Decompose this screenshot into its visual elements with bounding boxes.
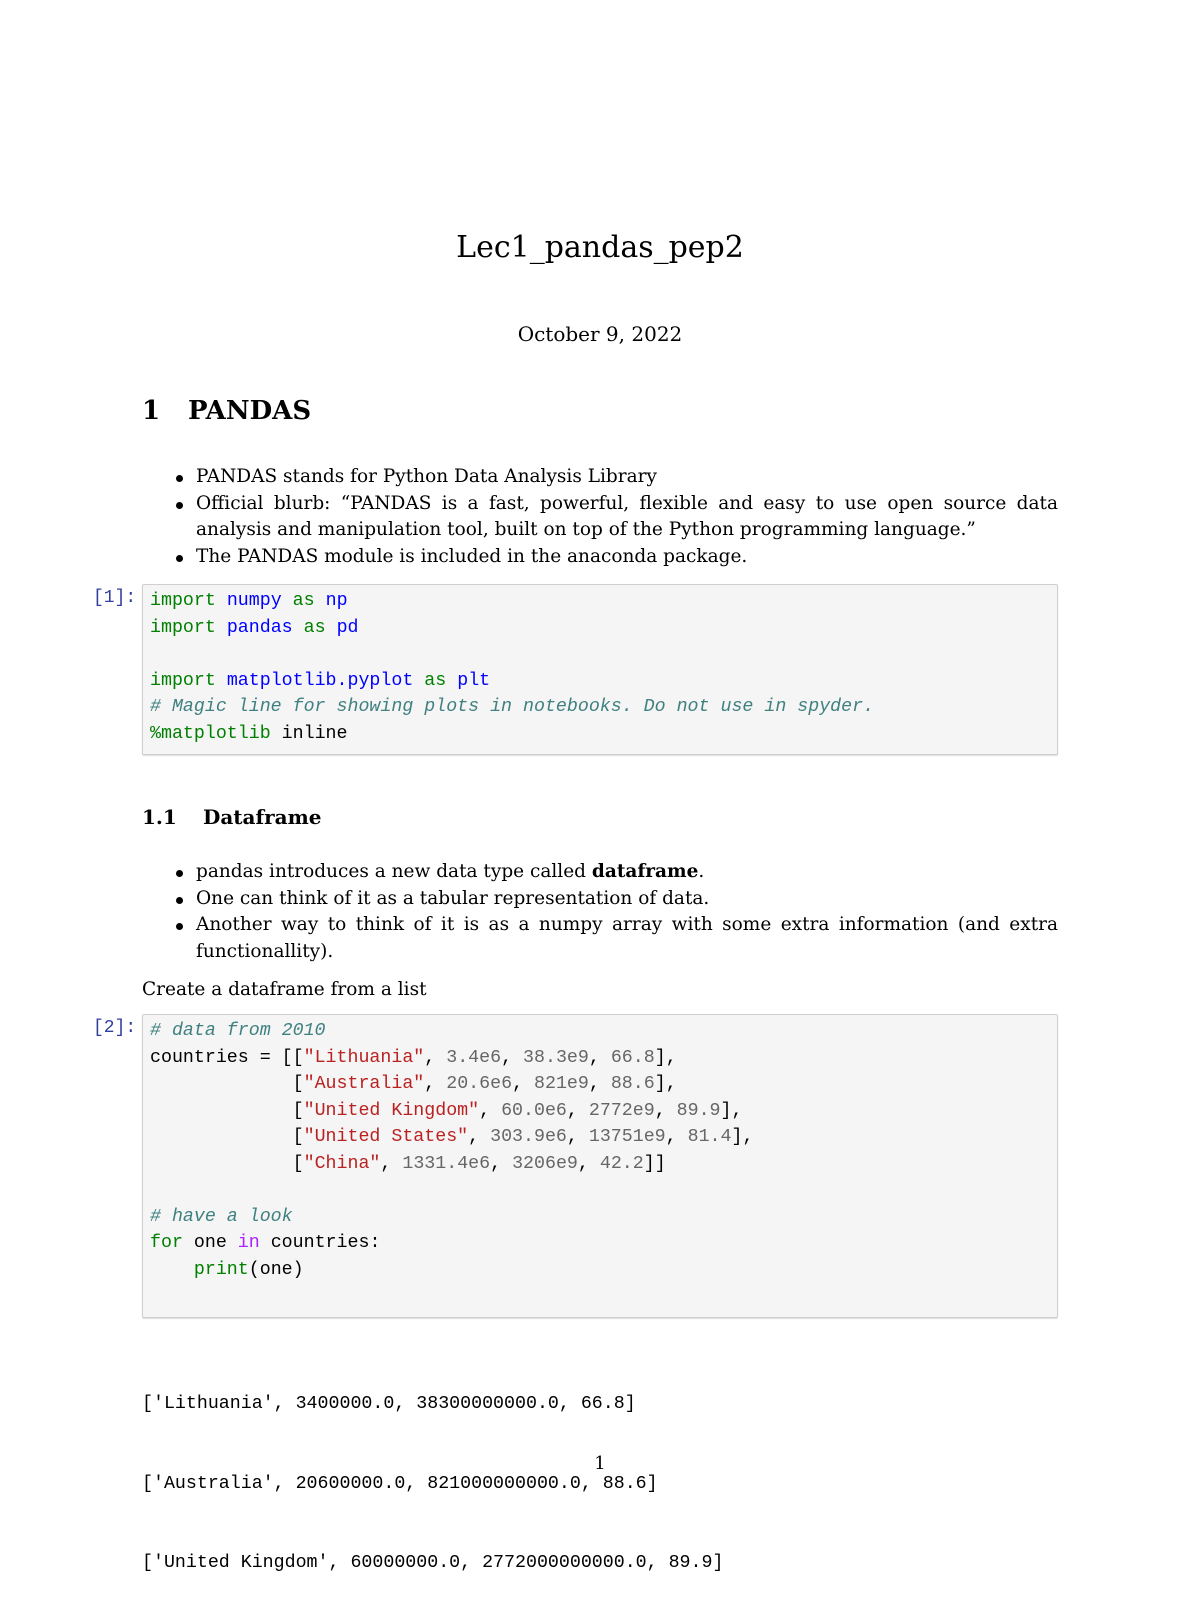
code-token: [293, 618, 304, 638]
code-token: 20.6e6: [446, 1074, 513, 1094]
code-token: in: [237, 1233, 260, 1253]
code-token: pandas: [226, 617, 293, 638]
code-token: ,: [577, 1153, 600, 1174]
code-cell-2[interactable]: [142, 1014, 1058, 1318]
code-line: [150, 641, 1057, 668]
list-item: [142, 859, 1058, 886]
code-token: [315, 591, 326, 611]
code-token: ,: [566, 1100, 589, 1121]
section-number: 1: [142, 396, 161, 426]
code-line: [150, 1098, 1057, 1125]
code-token: ,: [424, 1047, 447, 1068]
code-token: [413, 671, 424, 691]
code-token: 2772e9: [588, 1100, 655, 1121]
section-heading-pandas: [142, 396, 311, 426]
code-token: np: [325, 591, 348, 611]
code-line: [150, 615, 1057, 642]
code-token: as: [303, 617, 326, 638]
code-token: [216, 671, 227, 691]
code-token: ,: [512, 1074, 535, 1094]
code-token: ,: [566, 1127, 589, 1147]
code-token: as: [424, 670, 447, 691]
subsection-number: 1.1: [142, 805, 177, 829]
code-line: [150, 721, 1057, 748]
code-token: ,: [588, 1074, 611, 1094]
code-token: inline: [270, 723, 348, 744]
code-token: import: [150, 591, 216, 611]
code-token: 1331.4e6: [402, 1153, 491, 1174]
code-token: "United Kingdom": [303, 1100, 480, 1121]
code-token: ,: [654, 1100, 677, 1121]
code-line: [150, 1018, 1057, 1045]
output-line: ['United Kingdom', 60000000.0, 2772000000000.0, 89.9]: [142, 1553, 724, 1573]
code-line: [150, 1230, 1057, 1257]
code-line: [150, 694, 1057, 721]
code-token: plt: [457, 670, 491, 691]
code-line: [150, 668, 1057, 695]
code-token: "Australia": [303, 1074, 425, 1094]
code-token: # Magic line for showing plots in notebooks. Do not use in spyder.: [150, 697, 875, 717]
code-token: "United States": [303, 1127, 469, 1147]
code-token: 3206e9: [512, 1153, 578, 1174]
code-token: as: [292, 591, 315, 611]
code-token: 89.9: [676, 1100, 721, 1121]
code-line: [150, 1124, 1057, 1151]
document-date: October 9, 2022: [517, 322, 683, 346]
code-token: ,: [665, 1127, 688, 1147]
code-line: [150, 1151, 1057, 1178]
code-token: 81.4: [687, 1127, 732, 1147]
code-token: [: [150, 1100, 304, 1121]
code-block: [143, 585, 1057, 747]
code-line: [150, 1071, 1057, 1098]
code-token: ],: [731, 1127, 754, 1147]
code-token: 66.8: [610, 1047, 655, 1068]
code-token: 88.6: [610, 1074, 655, 1094]
code-token: ,: [380, 1153, 403, 1174]
code-block: [143, 1015, 1057, 1310]
cell-prompt: [1]:: [93, 588, 137, 608]
code-token: matplotlib.pyplot: [226, 670, 414, 691]
code-token: numpy: [226, 591, 282, 611]
code-token: # data from 2010: [150, 1021, 326, 1041]
code-token: ,: [490, 1153, 513, 1174]
code-token: [: [150, 1127, 304, 1147]
code-line: [150, 1257, 1057, 1284]
code-token: import: [150, 670, 216, 691]
document-title: Lec1_pandas_pep2: [456, 230, 744, 265]
list-item: Official blurb: “PANDAS is a fast, powerful, flexible and easy to use open source data analysis and manipulation tool, built on top of the Python programming language.”: [142, 491, 1058, 544]
code-token: [: [150, 1153, 304, 1174]
text: One can think of it as a tabular representation of data.: [196, 887, 710, 909]
code-line: [150, 1204, 1057, 1231]
code-cell-1[interactable]: [142, 584, 1058, 755]
code-token: [326, 618, 337, 638]
code-token: 38.3e9: [523, 1047, 589, 1068]
paragraph: Create a dataframe from a list: [142, 979, 427, 1000]
code-token: countries:: [259, 1233, 381, 1253]
code-token: 13751e9: [588, 1127, 666, 1147]
code-token: countries = [[: [150, 1047, 304, 1068]
list-item: PANDAS stands for Python Data Analysis Library: [142, 464, 1058, 491]
code-token: 303.9e6: [490, 1127, 567, 1147]
code-token: "Lithuania": [303, 1047, 425, 1068]
code-token: 42.2: [599, 1153, 644, 1174]
code-token: "China": [303, 1153, 381, 1174]
code-token: ,: [501, 1047, 524, 1068]
code-token: 60.0e6: [501, 1100, 567, 1121]
code-token: [216, 618, 227, 638]
subsection-heading-dataframe: [142, 805, 322, 829]
list-item: The PANDAS module is included in the anaconda package.: [142, 544, 1058, 571]
output-line: ['Australia', 20600000.0, 821000000000.0, 88.6]: [142, 1473, 658, 1494]
code-token: pd: [336, 617, 359, 638]
code-token: one: [182, 1233, 238, 1253]
code-token: [446, 671, 457, 691]
output-line: ['Lithuania', 3400000.0, 38300000000.0, 66.8]: [142, 1394, 636, 1414]
cell-prompt: [2]:: [93, 1018, 137, 1038]
code-token: 821e9: [534, 1074, 589, 1094]
code-token: [150, 1260, 194, 1280]
code-token: ,: [479, 1100, 502, 1121]
code-token: ,: [424, 1074, 447, 1094]
code-token: [216, 591, 227, 611]
code-token: %matplotlib: [150, 723, 271, 744]
code-token: [282, 591, 293, 611]
code-token: ],: [720, 1100, 743, 1121]
code-line: [150, 1283, 1057, 1310]
code-token: ,: [588, 1047, 611, 1068]
code-line: [150, 588, 1057, 615]
code-token: print: [193, 1259, 249, 1280]
section-title: PANDAS: [188, 396, 312, 426]
code-token: ]]: [643, 1153, 666, 1174]
text: .: [698, 861, 705, 882]
code-token: for: [150, 1233, 183, 1253]
code-token: ],: [654, 1074, 677, 1094]
code-token: ,: [468, 1127, 491, 1147]
dataframe-bullet-list: [142, 859, 1058, 965]
text: pandas introduces a new data type called: [196, 861, 592, 882]
page-number: 1: [594, 1453, 606, 1474]
list-item: [142, 912, 1058, 965]
code-token: ],: [654, 1047, 677, 1068]
code-token: 3.4e6: [446, 1047, 502, 1068]
bold-term: dataframe: [591, 861, 699, 882]
code-token: (one): [248, 1259, 304, 1280]
code-token: [: [150, 1074, 304, 1094]
code-line: [150, 1045, 1057, 1072]
code-line: [150, 1177, 1057, 1204]
text: Another way to think of it is as a numpy array with some extra information (and extra functionallity).: [196, 914, 1058, 962]
code-token: # have a look: [150, 1206, 293, 1227]
pandas-bullet-list: [142, 464, 1058, 570]
list-item: [142, 886, 1058, 913]
code-token: import: [150, 617, 216, 638]
subsection-title: Dataframe: [203, 805, 322, 829]
